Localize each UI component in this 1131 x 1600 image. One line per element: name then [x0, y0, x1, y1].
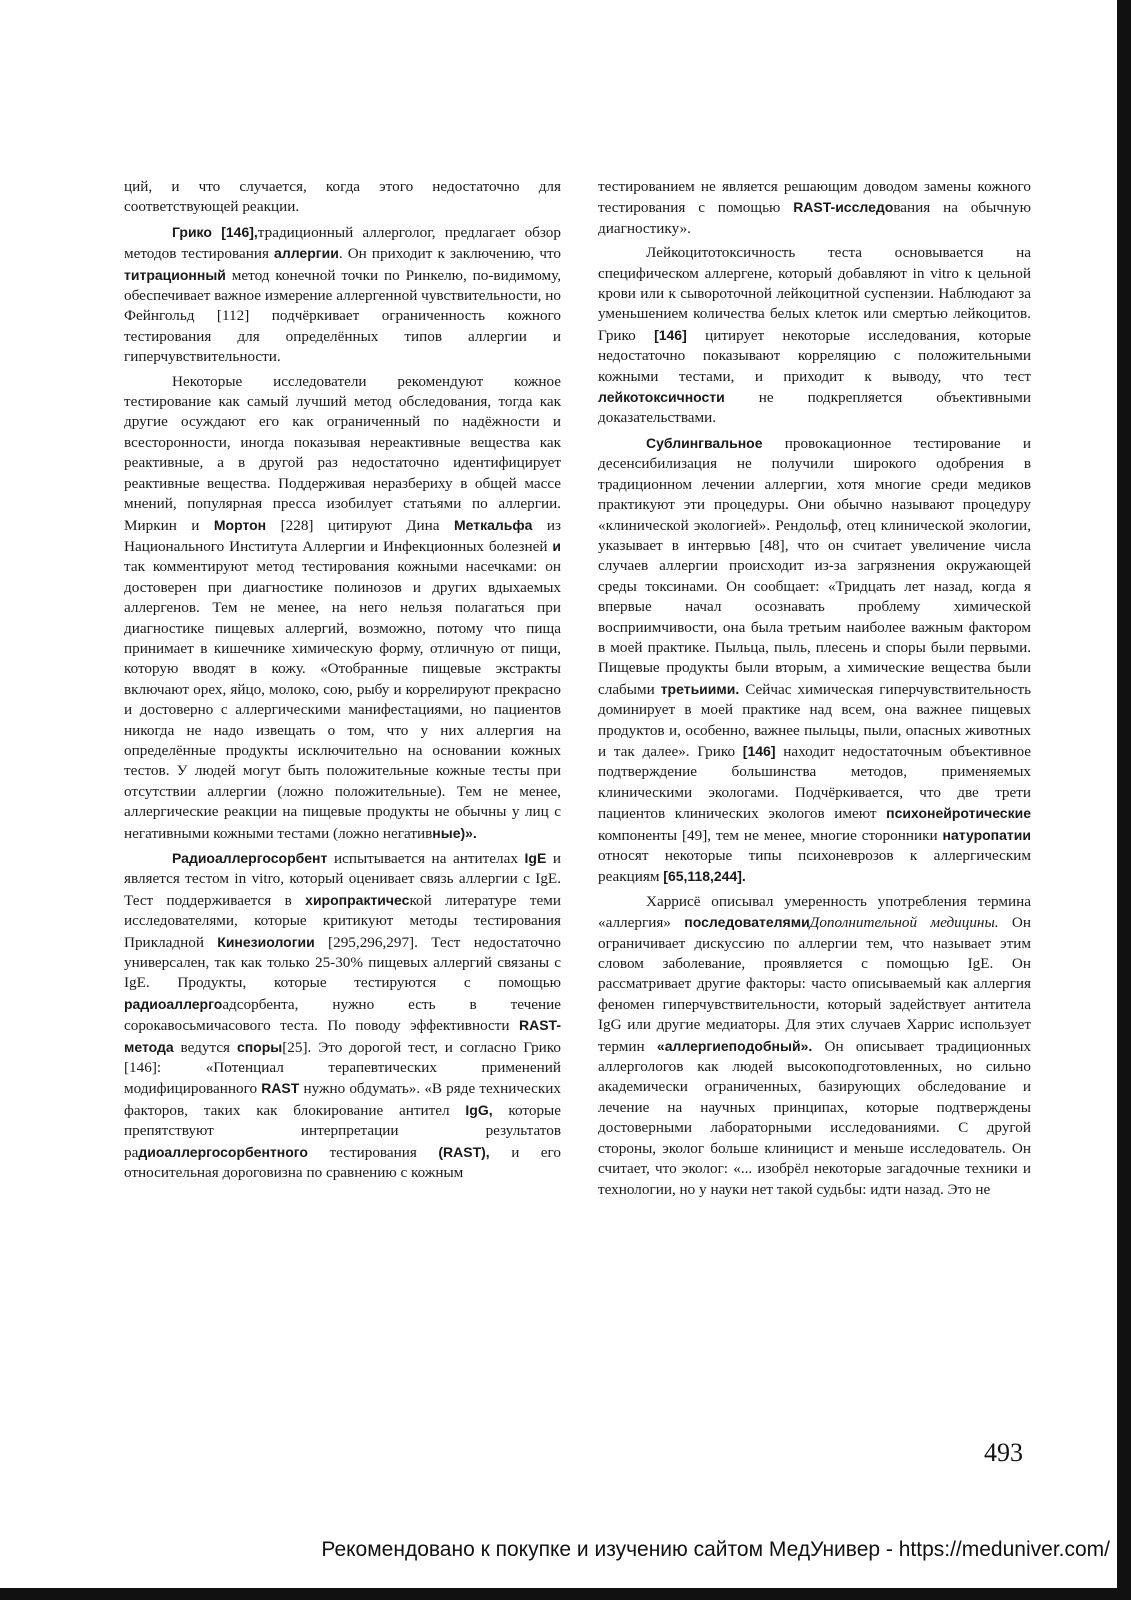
scan-border-bottom	[0, 1588, 1131, 1600]
text: из Национального Института Аллергии и Инфекционных болезней	[124, 516, 561, 555]
scan-border-right	[1117, 0, 1131, 1600]
paragraph	[598, 243, 1031, 429]
text: аллергии	[274, 245, 339, 262]
text: Сублингвальное	[646, 434, 763, 451]
text: тестирования	[307, 1143, 439, 1161]
text: RAST-исследо	[793, 199, 894, 216]
text: психонейротические	[886, 805, 1031, 822]
text: традиционный аллерголог, предлагает обзор методов тестирования	[124, 223, 561, 263]
text: и его относительная дороговизна по сравнению с кожным	[124, 1143, 561, 1182]
text: [146]	[654, 326, 687, 343]
text: испытывается на антителах	[327, 850, 525, 867]
text: которые препятствуют интерпретации результатов ра	[124, 1101, 561, 1161]
text: IgE	[524, 850, 547, 866]
text: метод конечной точки по Ринкелю, по-видимому, обеспечивает важное измерение аллергенной чувствительности, но Фейнгольд [112] подчёркивает ограниченность кожного тестирования для определённых типов аллергии и гиперчувствительности.	[124, 266, 561, 366]
text: RAST-метода	[124, 1017, 561, 1055]
footer-recommendation: Рекомендовано к покупке и изучению сайтом МедУнивер - https://meduniver.com/	[321, 1538, 1110, 1561]
text: ведутся	[173, 1038, 237, 1056]
text: относят некоторые типы психоневрозов к аллергическим реакциям	[598, 847, 1031, 886]
text: ные)».	[432, 824, 477, 841]
page-number: 493	[984, 1438, 1023, 1467]
text: Радиоаллергосорбент	[172, 850, 328, 866]
text: ций, и что случается, когда этого недостаточно для соответствующей реакции.	[124, 178, 561, 216]
text: Сейчас химическая гиперчувствительность доминирует в моей практике над всем, она важнее пищевых продуктов и, особенно, важнее пыльцы, пыли, опасных животных и так далее». Грико	[598, 680, 1032, 760]
text: Лейкоцитотоксичность теста основывается на специфическом аллергене, который добавляют in vitro к цельной крови или к сывороточной лейкоцитной суспензии. Наблюдают за уменьшением количества белых клеток или смертью лейкоцитов. Грико	[598, 244, 1031, 344]
text: [25]. Это дорогой тест, и согласно Грико [146]: «Потенциал терапевтических применений модифицированного	[124, 1038, 561, 1098]
text: . Он приходит к заключению, что	[338, 245, 561, 263]
paragraph	[598, 892, 1031, 1200]
paragraph	[124, 372, 561, 844]
text: Харрисё описывал умеренность употребления термина «аллергия»	[598, 892, 1031, 932]
text: лейкотоксичности	[598, 389, 725, 406]
text: компоненты [49], тем не менее, многие сторонники	[598, 826, 943, 844]
paragraph	[124, 177, 561, 218]
text: провокационное тестирование и десенсибилизация не получили широкого одобрения в традиционном лечении аллергии, хотя многие среди медиков практикуют эти процедуры. Они обычно называют процедуру «клинической экологией». Рендольф, отец клинической экологии, указывает в интервью [48], что он считает увеличение числа случаев аллергии происходит из-за загрязнения окружающей среды токсинами. Он сообщает: «Тридцать лет назад, когда я впервые начал осознавать проблему химической восприимчивости, она была третьим наиболее важным фактором в моей практике. Пыльца, пыль, плесень и споры были первыми. Пищевые продукты были вторым, а химические вещества были слабыми	[598, 434, 1031, 698]
text: и	[552, 537, 561, 554]
text: (RAST),	[438, 1143, 490, 1160]
text: диоаллергосорбентного	[138, 1143, 308, 1160]
right-text-column	[598, 177, 1031, 1204]
text: нужно обдумать». «В ряде технических факторов, таких как блокирование антител	[124, 1080, 561, 1119]
paragraph	[598, 433, 1031, 888]
text: IgG,	[465, 1101, 493, 1118]
text: адсорбента, нужно есть в течение сорокавосьмичасового теста. По поводу эффективности	[124, 995, 561, 1035]
paragraph	[124, 222, 561, 368]
text: [295,296,297]. Тест недостаточно универсален, так как только 25-30% пищевых аллергий связаны с IgE. Продукты, которые тестируются с помощью	[124, 933, 561, 992]
text: кой литературе теми исследователями, которые критикуют методы тестирования Прикладной	[124, 891, 561, 951]
text: Кинезиологии	[217, 933, 315, 950]
text: хиропрактичес	[305, 891, 410, 908]
text: [228] цитируют Дина	[266, 516, 454, 534]
text: «аллергиеподобный».	[656, 1037, 813, 1054]
text: вания на обычную диагностику».	[598, 199, 1031, 237]
text: третьиими.	[660, 680, 740, 697]
text: Некоторые исследователи рекомендуют кожное тестирование как самый лучший метод обследования, тогда как другие осуждают его как ограниченный по надёжности и всесторонности, иногда показывая нереактивные вещества как реактивные, а в другой раз недостаточно идентифицирует реактивные вещества. Поддерживая неразбериху в общей массе мнений, популярная пресса изобилует статьями по аллергии. Миркин и	[124, 372, 561, 534]
text: RAST	[261, 1080, 300, 1097]
text: не подкрепляется объективными доказательствами.	[598, 389, 1031, 427]
text: цитирует некоторые исследования, которые недостаточно показывают корреляцию с положительными кожными тестами, и приходит к выводу, что тест	[598, 326, 1031, 385]
text: Меткальфа	[453, 516, 533, 533]
text: Грико [146],	[172, 223, 258, 240]
paragraph	[124, 848, 561, 1184]
paragraph	[598, 177, 1031, 239]
text: Мортон	[213, 516, 267, 533]
text: и является тестом in vitro, который оценивает связь аллергии с IgE. Тест поддерживается в	[124, 850, 561, 909]
text: тестированием не является решающим доводом замены кожного тестирования с помощью	[598, 178, 1031, 217]
text: [65,118,244].	[663, 868, 746, 885]
text: находит недостаточным объективное подтверждение большинства методов, применяемых клиническими экологами. Подчёркивается, что две трети пациентов клинических экологов имеют	[598, 742, 1032, 823]
text: радиоаллерго	[124, 995, 223, 1012]
text: натуропатии	[942, 826, 1031, 843]
text: Он ограничивает дискуссию по аллергии тем, что называет этим словом заболевание, проявляется с помощью IgE. Он рассматривает другие факторы: часто описываемый как аллергия феномен гиперчувствительности, который задействует антитела IgG или другие медиаторы. Для этих случаев Харрис использует термин	[598, 914, 1031, 1055]
text: Он описывает традиционных аллергологов как людей высокоподготовленных, но сильно академически ограниченных, базирующих обследование и лечение на научных принципах, которые подтверждены достоверными лабораторными исследованиями. С другой стороны, эколог больше клиницист и меньше исследователь. Он считает, что эколог: «... изобрёл некоторые загадочные техники и технологии, но у науки нет такой судьбы: идти назад. Это не	[598, 1037, 1031, 1198]
text: титрационный	[124, 266, 226, 283]
text: споры	[236, 1038, 283, 1055]
text: [146]	[742, 742, 776, 759]
text: последователями	[684, 914, 810, 931]
left-text-column	[124, 177, 561, 1188]
text: так комментируют метод тестирования кожными насечками: он достоверен при диагностике полинозов и других вдыхаемых аллергенов. Тем не менее, на него нельзя полагаться при диагностике пищевых аллергий, возможно, потому что пища принимает в кишечнике химическую форму, отличную от пищи, которую вводят в кожу. «Отобранные пищевые экстракты включают орех, яйцо, молоко, сою, рыбу и коррелируют прекрасно и достоверно с аллергическими манифестациями, но пациентов никогда не надо извещать о том, что у них аллергия на определённые продукты исключительно на основании кожных тестов. У людей могут быть положительные кожные тесты при отсутствии аллергии (ложно положительные). Тем не менее, аллергические реакции на пищевые продукты не обычны у лиц с негативными кожными тестами (ложно негатив	[124, 558, 561, 842]
text: Дополнительной медицины.	[809, 914, 999, 932]
